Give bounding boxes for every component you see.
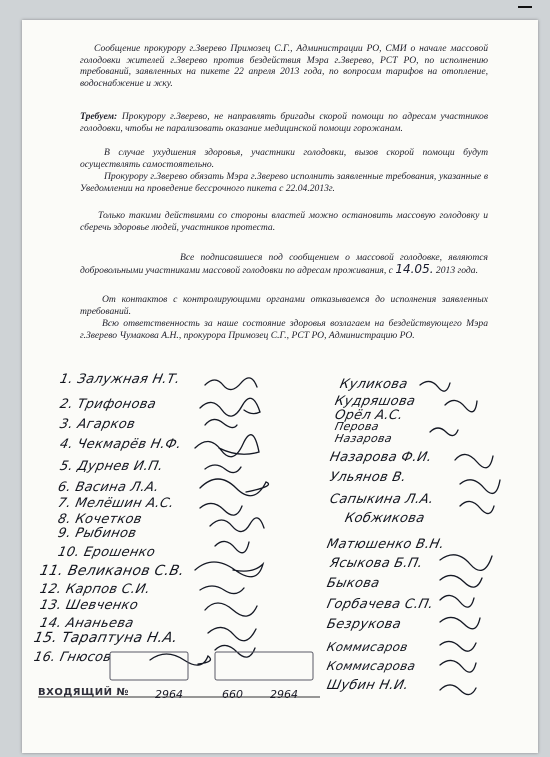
signature-right-16: Коммисарова	[325, 659, 417, 673]
signature-right-9: Кобжикова	[343, 511, 427, 526]
handwritten-date: 14.05.	[395, 261, 434, 276]
demand-paragraph-2: В случае ухудшения здоровья, участники голодовки, вызов скорой помощи будут осуществлять самостоятельно.	[80, 147, 488, 170]
signature-left-9: 9. Рыбинов	[56, 526, 138, 541]
statement-paragraph-3: Всю ответственность за наше состояние здоровья возлагаем на бездействующего Мэра г.Зверево Чумакова А.Н., прокурора Примозец С.Г., РСТ РО, Администрацию РО.	[80, 318, 488, 341]
stamp-number-3: 2964	[270, 688, 298, 701]
signature-right-15: Коммисаров	[325, 640, 410, 654]
signature-right-13: Горбачева С.П.	[325, 597, 435, 612]
stamp-label: ВХОДЯЩИЙ №	[38, 687, 129, 698]
signature-left-4: 4. Чекмарёв Н.Ф.	[58, 437, 183, 452]
signature-right-6: Назарова Ф.И.	[328, 450, 434, 465]
signature-right-4: Перова	[333, 420, 381, 433]
signature-left-15: 15. Тараптуна Н.А.	[32, 630, 180, 646]
signature-left-1: 1. Залужная Н.Т.	[58, 372, 182, 387]
signature-right-11: Ясыкова Б.П.	[328, 556, 425, 571]
signature-right-17: Шубин Н.И.	[325, 678, 411, 693]
signature-left-14: 14. Ананьева	[38, 616, 136, 631]
demand-label: Требуем:	[80, 111, 118, 122]
demand-paragraph-1: Требуем: Прокурору г.Зверево, не направлять бригады скорой помощи по адресам участников голодовки, чтобы не парализовать оказание медицинской помощи горожанам.	[80, 111, 488, 134]
signature-right-14: Безрукова	[325, 617, 403, 632]
statement-paragraph-1: Все подписавшиеся под сообщением о массовой голодовке, являются добровольными участниками массовой голодовки по адресам проживания, с 14.05. 2013 года.	[80, 252, 488, 276]
signature-right-7: Ульянов В.	[328, 470, 408, 485]
signature-right-2: Кудряшова	[333, 394, 417, 409]
signature-right-5: Назарова	[333, 432, 394, 445]
intro-paragraph: Сообщение прокурору г.Зверево Примозец С.Г., Администрации РО, СМИ о начале массовой голодовки жителей г.Зверево против бездействия Мэра г.Зверево, РСТ РО, по исполнению требований, заявленных на пикете 22 апреля 2013 года, по вопросам тарифов на отопление, водоснабжение и жку.	[80, 43, 488, 89]
signature-left-5: 5. Дурнев И.П.	[58, 459, 165, 474]
signature-left-16: 16. Гнюсов	[32, 650, 113, 665]
signature-left-13: 13. Шевченко	[38, 598, 140, 613]
stamp-number-2: 660	[222, 688, 243, 701]
signature-left-10: 10. Ерошенко	[56, 545, 157, 560]
signature-left-12: 12. Карпов С.И.	[38, 582, 152, 597]
signature-left-7: 7. Мелёшин А.С.	[56, 496, 176, 511]
signature-right-1: Куликова	[338, 377, 410, 392]
signature-right-3: Орёл А.С.	[333, 408, 405, 423]
signature-right-10: Матюшенко В.Н.	[325, 537, 446, 552]
signature-left-8: 8. Кочетков	[56, 512, 144, 527]
signature-left-3: 3. Агарков	[58, 417, 137, 432]
signature-left-11: 11. Великанов С.В.	[38, 563, 186, 579]
demand-paragraph-3: Прокурору г.Зверево обязать Мэра г.Зверево исполнить заявленные требования, указанные в Уведомлении на проведение бессрочного пикета с 22.04.2013г.	[80, 171, 488, 194]
signature-left-2: 2. Трифонова	[58, 397, 158, 412]
signature-right-8: Сапыкина Л.А.	[328, 492, 436, 507]
statement-paragraph-2: От контактов с контролирующими органами отказываемся до исполнения заявленных требований.	[80, 294, 488, 317]
stamp-number-1: 2964	[155, 688, 183, 701]
signature-right-12: Быкова	[325, 576, 382, 591]
signature-left-6: 6. Васина Л.А.	[56, 480, 161, 495]
demand-paragraph-4: Только такими действиями со стороны властей можно остановить массовую голодовку и сберечь здоровье людей, участников протеста.	[80, 210, 488, 233]
